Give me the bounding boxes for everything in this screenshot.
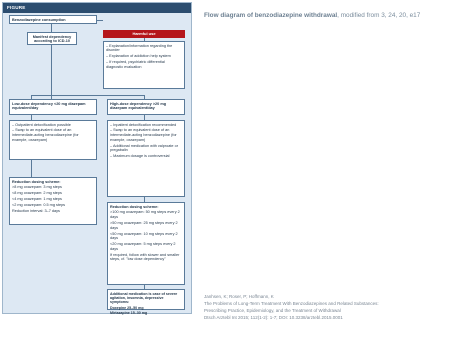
low-reduction-step: <8 mg oxazepam: 2 mg steps <box>12 191 62 196</box>
connector-line <box>51 23 52 32</box>
low-reduction-interval: Reduction interval: 3–7 days <box>12 209 60 214</box>
low-dose-dependency-box <box>9 99 97 115</box>
connector-line <box>31 159 32 177</box>
low-dose-label: Low-dose dependency <20 mg diazepam equivalent/day <box>12 101 86 111</box>
harmful-use-measures-box <box>103 41 185 89</box>
figure-title-rest: , modified from 3, 24, 20, e17 <box>337 12 421 19</box>
harmful-use-badge: Harmful use <box>103 30 185 38</box>
connector-line <box>31 95 145 96</box>
high-reduction-step: <20 mg oxazepam: 5 mg steps every 2 days <box>110 242 176 251</box>
high-dose-item: – Swap to an equivalent dose of an intermediate-acting benzodiazepine (for example, oxazepam) <box>110 128 177 142</box>
high-dose-label: High-dose dependency >20 mg diazepam equivalent/day <box>110 101 167 111</box>
manifest-dependency-label: Manifest dependency according to ICD-10 <box>32 34 72 44</box>
high-dose-item: – Inpatient detoxification recommended <box>110 122 177 127</box>
high-reduction-note: If required, follow with slower and smaller steps, cf. "low dose dependency" <box>110 252 180 262</box>
low-dose-item: – Outpatient detoxification possible <box>12 122 71 127</box>
figure-title <box>204 12 420 19</box>
additional-item: Doxepine 25–50 mg <box>110 305 144 310</box>
citation-title-line1: The Problems of Long-Term Treatment With Benzodiazepines and Related Substances: <box>204 301 379 306</box>
high-reduction-step: >100 mg oxazepam: 50 mg steps every 2 days <box>110 210 180 220</box>
high-reduction-step: >50 mg oxazepam: 25 mg steps every 2 days <box>110 221 178 230</box>
citation-source: Dtsch Arztebl Int 2015; 112(1-2): 1-7; DOI: 10.3238/arztebl.2015.0001 <box>204 315 343 320</box>
low-reduction-step: >8 mg oxazepam: 3 mg steps <box>12 185 62 190</box>
harmful-item: – Explanation/information regarding the disorder <box>106 43 173 53</box>
additional-medication-box <box>107 289 185 316</box>
citation <box>204 293 444 321</box>
citation-authors: Janhsen, K; Roser, P; Hoffmann, K <box>204 294 274 299</box>
connector-line <box>51 44 52 99</box>
flow-diagram-figure <box>2 2 192 314</box>
manifest-dependency-box <box>27 32 77 45</box>
consumption-box <box>9 15 97 24</box>
harmful-item: – If required, psychiatric differential diagnostic evaluation <box>106 60 165 69</box>
connector-line <box>97 20 103 21</box>
figure-label: FIGURE <box>3 3 191 13</box>
figure-title-bold: Flow diagram of benzodiazepine withdrawal <box>204 12 338 19</box>
high-dose-item: – Maximum dosage is controversial <box>110 154 170 159</box>
high-dose-item: – Additional medication with valproate or pregabalin <box>110 143 178 153</box>
low-dose-reduction-box <box>9 177 97 225</box>
consumption-label: Benzodiazepine consumption <box>12 18 66 22</box>
low-dose-item: – Swap to an equivalent dose of an intermediate-acting benzodiazepine (for example, oxazepam) <box>12 128 79 142</box>
high-reduction-title: Reduction dosing scheme: <box>110 204 159 209</box>
high-dose-measures-box <box>107 120 185 197</box>
low-reduction-title: Reduction dosing scheme: <box>12 179 61 184</box>
high-dose-dependency-box <box>107 99 185 115</box>
citation-title-line2: Prescribing Practice, Epidemiology, and the Treatment of Withdrawal <box>204 308 341 313</box>
harmful-item: – Explanation of addiction help system <box>106 54 171 59</box>
additional-item: Mirtazapine 15–30 mg <box>110 311 148 316</box>
high-reduction-step: <50 mg oxazepam: 10 mg steps every 2 days <box>110 231 178 241</box>
low-reduction-step: <4 mg oxazepam: 1 mg steps <box>12 197 62 202</box>
additional-title: Additional medication is case of severe agitation, insomnia, depressive symptoms: <box>110 291 178 304</box>
high-dose-reduction-box <box>107 202 185 285</box>
low-dose-measures-box <box>9 120 97 160</box>
low-reduction-step: <2 mg oxazepam: 0.5 mg steps <box>12 203 66 208</box>
